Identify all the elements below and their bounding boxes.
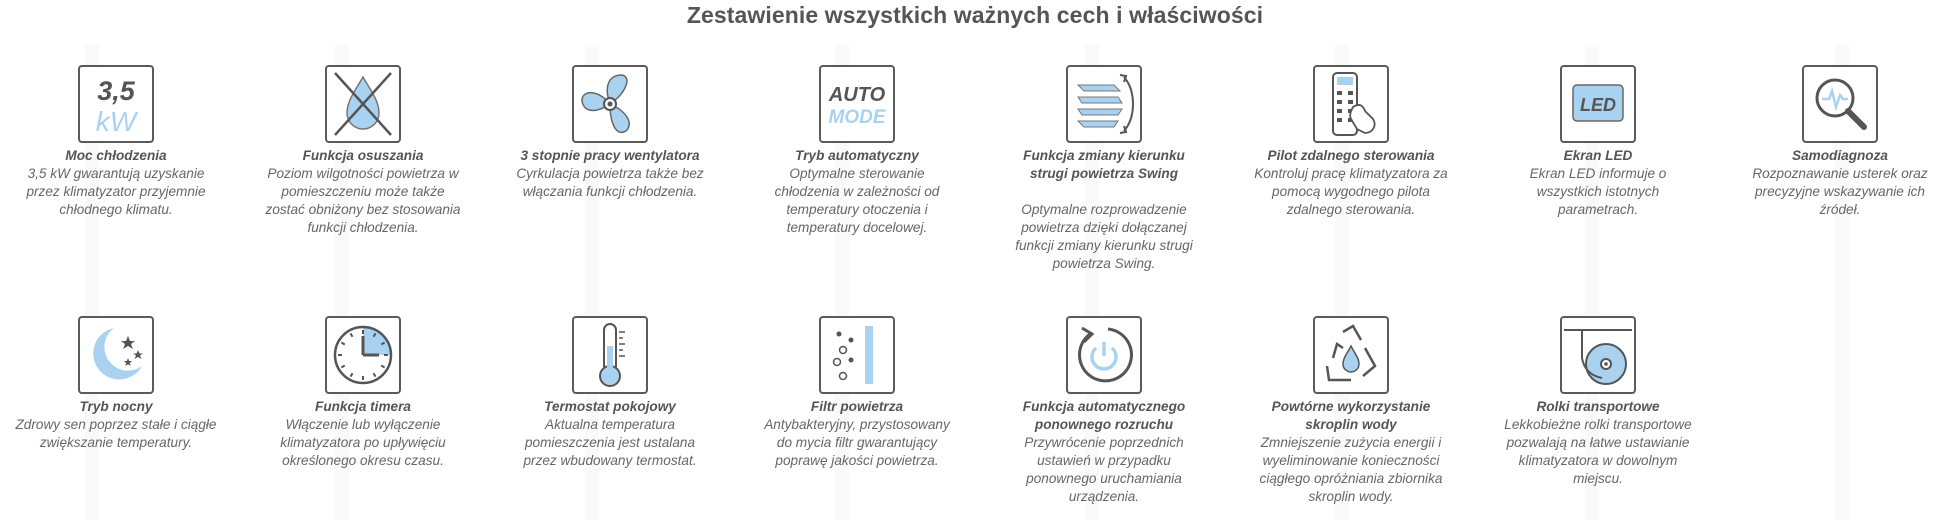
feature-title: Filtr powietrza <box>810 399 904 414</box>
led-screen-icon <box>1560 65 1636 143</box>
dehumidify-icon <box>325 65 401 143</box>
feature-auto-mode <box>747 65 967 237</box>
auto-mode-icon <box>819 65 895 143</box>
feature-timer <box>253 316 473 470</box>
svg-text:AUTO: AUTO <box>828 84 886 106</box>
feature-description: Zmniejszenie zużycia energii i wyeliminowanie konieczności ciągłego opróżniania zbiornika skroplin wody. <box>1259 435 1443 504</box>
feature-title: Termostat pokojowy <box>544 399 676 414</box>
auto-restart-icon <box>1066 316 1142 394</box>
remote-control-icon <box>1313 65 1389 143</box>
feature-title: Funkcja timera <box>315 399 411 414</box>
feature-title: Tryb automatyczny <box>795 148 919 163</box>
feature-title: Tryb nocny <box>79 399 153 414</box>
feature-title: Pilot zdalnego sterowania <box>1267 148 1435 163</box>
feature-remote-control <box>1241 65 1461 219</box>
feature-description: Kontroluj pracę klimatyzatora za pomocą wygodnego pilota zdalnego sterowania. <box>1254 166 1448 217</box>
feature-title: Samodiagnoza <box>1792 148 1888 163</box>
feature-description: Optymalne rozprowadzenie powietrza dzięki dołączanej funkcji zmiany kierunku strugi powietrza Swing. <box>1015 202 1193 271</box>
condensate-recycling-icon <box>1313 316 1389 394</box>
page-title: Zestawienie wszystkich ważnych cech i właściwości <box>686 2 1264 28</box>
feature-led-screen <box>1488 65 1708 219</box>
night-mode-icon <box>78 316 154 394</box>
feature-title: Powtórne wykorzystanie skroplin wody <box>1271 399 1431 432</box>
thermostat-icon <box>572 316 648 394</box>
feature-description: Poziom wilgotności powietrza w pomieszczeniu może także zostać obniżony bez stosowania funkcji chłodzenia. <box>265 166 461 235</box>
feature-swing <box>994 65 1214 273</box>
feature-condensate-recycling <box>1241 316 1461 506</box>
feature-title: Funkcja automatycznego ponownego rozruchu <box>1022 399 1186 432</box>
feature-title: Funkcja osuszania <box>302 148 424 163</box>
feature-title: Funkcja zmiany kierunku strugi powietrza Swing <box>1023 148 1185 181</box>
feature-description: Przywrócenie poprzednich ustawień w przypadku ponownego uruchamiania urządzenia. <box>1024 435 1184 504</box>
timer-icon <box>325 316 401 394</box>
fan-icon <box>572 65 648 143</box>
feature-description: Lekkobieżne rolki transportowe pozwalają na łatwe ustawianie klimatyzatora w dowolnym miejscu. <box>1504 417 1692 486</box>
feature-title: Rolki transportowe <box>1536 399 1660 414</box>
self-diagnosis-icon <box>1802 65 1878 143</box>
feature-title: Ekran LED <box>1563 148 1633 163</box>
svg-text:kW: kW <box>95 106 137 137</box>
feature-air-filter <box>747 316 967 470</box>
svg-text:3,5: 3,5 <box>97 76 135 106</box>
feature-dehumidify <box>253 65 473 237</box>
feature-description: Włączenie lub wyłączenie klimatyzatora po upływięciu określonego okresu czasu. <box>280 417 446 468</box>
feature-description: Rozpoznawanie usterek oraz precyzyjne wskazywanie ich źródeł. <box>1752 166 1928 217</box>
feature-description: Ekran LED informuje o wszystkich istotnych parametrach. <box>1529 166 1667 217</box>
feature-description: Zdrowy sen poprzez stałe i ciągłe zwiększanie temperatury. <box>15 417 217 450</box>
feature-description: Antybakteryjny, przystosowany do mycia filtr gwarantujący poprawę jakości powietrza. <box>764 417 950 468</box>
feature-description: Cyrkulacja powietrza także bez włączania funkcji chłodzenia. <box>516 166 704 199</box>
feature-transport-wheels <box>1488 316 1708 488</box>
transport-wheels-icon <box>1560 316 1636 394</box>
feature-auto-restart <box>994 316 1214 506</box>
feature-description: Aktualna temperatura pomieszczenia jest ustalana przez wbudowany termostat. <box>523 417 697 468</box>
svg-text:MODE: MODE <box>828 107 886 128</box>
feature-self-diagnosis <box>1730 65 1950 219</box>
feature-fan-speeds <box>500 65 720 201</box>
svg-text:LED: LED <box>1580 95 1616 115</box>
feature-description: Optymalne sterowanie chłodzenia w zależności od temperatury otoczenia i temperatury docelowej. <box>774 166 940 235</box>
feature-night-mode <box>6 316 226 452</box>
feature-title: Moc chłodzenia <box>65 148 167 163</box>
swing-icon <box>1066 65 1142 143</box>
power-3-5-kw-icon <box>78 65 154 143</box>
feature-cooling-power <box>6 65 226 219</box>
feature-room-thermostat <box>500 316 720 470</box>
feature-description: 3,5 kW gwarantują uzyskanie przez klimatyzator przyjemnie chłodnego klimatu. <box>26 166 206 217</box>
air-filter-icon <box>819 316 895 394</box>
feature-title: 3 stopnie pracy wentylatora <box>520 148 700 163</box>
